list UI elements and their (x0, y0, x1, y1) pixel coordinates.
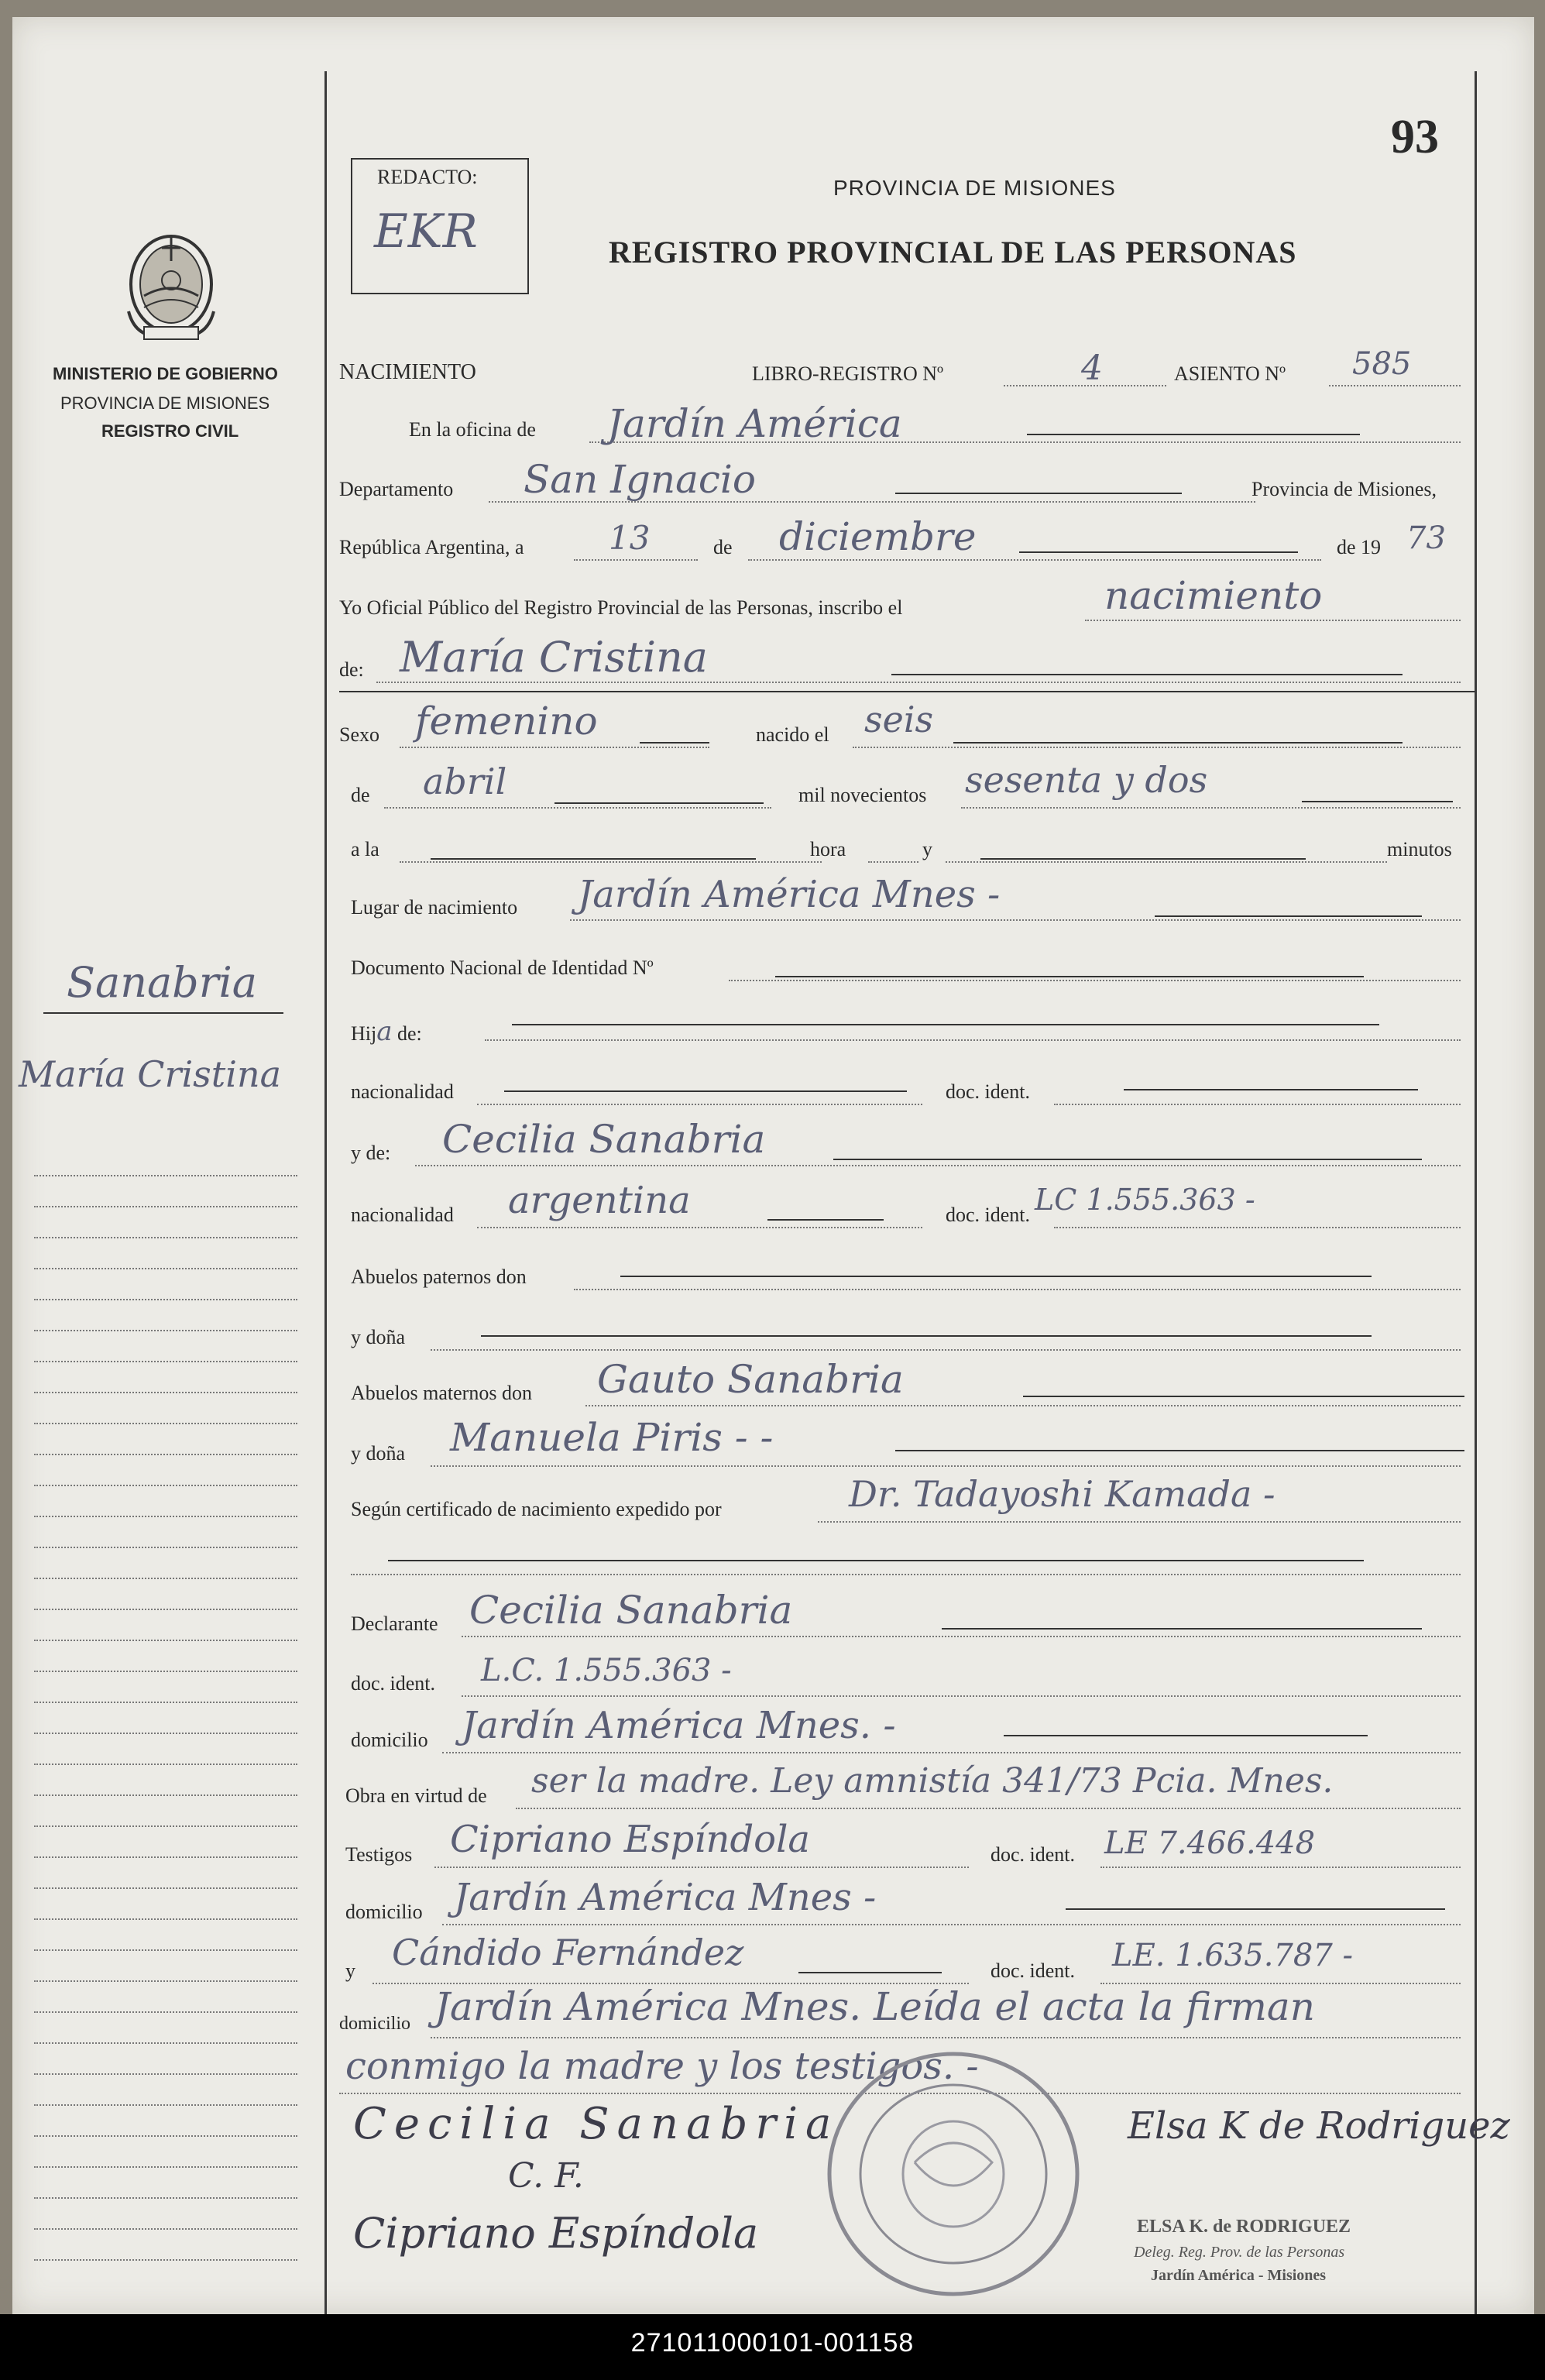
margin-dotted-line (34, 1671, 297, 1672)
nacido-dots (853, 747, 1461, 748)
hija-suffix: a (376, 1016, 393, 1047)
margin-dotted-line (34, 1423, 297, 1424)
lugar-line (1155, 915, 1422, 917)
redacto-label: REDACTO: (377, 166, 478, 188)
margin-dotted-line (34, 1485, 297, 1486)
margin-dotted-line (34, 2073, 297, 2075)
domicilio3-dots (431, 2037, 1461, 2038)
signature-testigo1-initials: C. F. (508, 2156, 584, 2196)
testigos-label: Testigos (345, 1843, 413, 1866)
margin-dotted-line (34, 1856, 297, 1858)
nombre-dots (376, 682, 1461, 683)
minutos-dots (946, 861, 1387, 863)
docident2-dots (1054, 1227, 1461, 1228)
testigo2-value: Cándido Fernández (392, 1932, 744, 1973)
abuelo-mat-value: Gauto Sanabria (597, 1357, 904, 1402)
registry-heading: REGISTRO PROVINCIAL DE LAS PERSONAS (609, 235, 1297, 270)
minutos-line (980, 858, 1306, 860)
oficina-label: En la oficina de (409, 418, 536, 441)
abuelos-mat-label: Abuelos maternos don (351, 1382, 532, 1404)
margin-dotted-line (34, 1299, 297, 1300)
dni-label: Documento Nacional de Identidad Nº (351, 956, 654, 979)
margin-dotted-line (34, 1578, 297, 1579)
right-rule (1475, 71, 1477, 2317)
margin-dotted-line (34, 1206, 297, 1207)
hija-label (351, 1016, 422, 1047)
fecha-mes: diciembre (779, 514, 977, 559)
domicilio1-value: Jardín América Mnes. - (462, 1704, 896, 1747)
certificado-value: Dr. Tadayoshi Kamada - (849, 1473, 1275, 1515)
lugar-value: Jardín América Mnes - (578, 873, 1001, 916)
redacto-box (351, 158, 529, 294)
margin-dotted-line (34, 2228, 297, 2230)
departamento-label: Departamento (339, 478, 454, 500)
margin-dotted-line (34, 1702, 297, 1703)
margin-dotted-line (34, 1547, 297, 1548)
margin-dotted-line (34, 1640, 297, 1641)
departamento-line (895, 493, 1182, 494)
domicilio3-label: domicilio (339, 2014, 410, 2034)
oficina-value: Jardín América (607, 401, 902, 446)
nac1-line (504, 1090, 907, 1092)
libro-value: 4 (1081, 349, 1103, 388)
dni-line (775, 976, 1364, 977)
misiones-coat-of-arms-icon (121, 218, 221, 354)
asiento-value: 585 (1352, 346, 1412, 382)
de2-label: de (351, 784, 370, 806)
declarante-line (942, 1628, 1422, 1630)
nombre-rule (339, 691, 1475, 692)
nac2-label: nacionalidad (351, 1204, 454, 1226)
domicilio3-value: Jardín América Mnes. Leída el acta la firman (434, 1984, 1315, 2029)
declarante-dots (462, 1636, 1461, 1637)
docident4-value: LE 7.466.448 (1104, 1825, 1316, 1861)
margin-dotted-line (34, 1330, 297, 1331)
certificado-dots2 (351, 1574, 1461, 1575)
sexo-value: femenino (415, 699, 598, 744)
margin-dotted-line (34, 1887, 297, 1889)
margin-rule (324, 71, 327, 2317)
nac2-line (767, 1219, 884, 1221)
mes-line (1019, 551, 1298, 553)
ydona2-dots (431, 1465, 1461, 1467)
ydona2-label: y doña (351, 1442, 406, 1465)
redacto-initials: EKR (374, 204, 478, 259)
margin-dotted-line (34, 1175, 297, 1176)
oficial-label: Yo Oficial Público del Registro Provincial de las Personas, inscribo el (339, 596, 903, 619)
margin-dotted-line (34, 2042, 297, 2044)
certificado-dots (818, 1521, 1461, 1523)
declarante-value: Cecilia Sanabria (469, 1588, 793, 1633)
ministry-line3: REGISTRO CIVIL (101, 421, 239, 441)
ala-dots (400, 861, 822, 863)
obra-value: ser la madre. Ley amnistía 341/73 Pcia. Mnes. (531, 1761, 1334, 1801)
domicilio2-value: Jardín América Mnes - (454, 1876, 877, 1919)
domicilio1-label: domicilio (351, 1729, 428, 1751)
docident3-value: L.C. 1.555.363 - (481, 1653, 732, 1688)
certificado-line2 (388, 1560, 1364, 1561)
sexo-line (640, 742, 709, 744)
docident4-dots (1100, 1867, 1461, 1868)
nacido-dia: seis (864, 699, 934, 740)
libro-label: LIBRO-REGISTRO Nº (752, 362, 944, 385)
hija-dots (485, 1039, 1461, 1041)
domicilio2-label: domicilio (345, 1901, 423, 1923)
departamento-value: San Ignacio (524, 457, 757, 502)
signature-officer: Elsa K de Rodriguez (1128, 2104, 1510, 2148)
ala-label: a la (351, 838, 379, 860)
margin-surname: Sanabria (67, 958, 258, 1007)
domicilio1-line (1004, 1735, 1368, 1736)
nacido-line (953, 742, 1403, 744)
docident2-label: doc. ident. (946, 1204, 1031, 1226)
margin-underline (43, 1012, 283, 1014)
margin-given-name: María Cristina (19, 1053, 282, 1095)
document-id: 271011000101-001158 (630, 2328, 915, 2358)
sexo-label: Sexo (339, 723, 379, 746)
ydona1-dots (431, 1349, 1461, 1351)
domicilio1-dots (442, 1752, 1461, 1753)
ydona1-line (481, 1335, 1372, 1337)
margin-dotted-line (34, 1949, 297, 1951)
y2-label: y (345, 1959, 355, 1982)
testigo1-value: Cipriano Espíndola (450, 1818, 811, 1861)
docident5-label: doc. ident. (991, 1959, 1076, 1982)
docident-label: doc. ident. (946, 1080, 1031, 1103)
margin-dotted-line (34, 2011, 297, 2013)
margin-dotted-line (34, 1794, 297, 1796)
madre-dots (415, 1165, 1461, 1166)
docident-dots (1054, 1104, 1461, 1105)
minutos-label: minutos (1387, 838, 1452, 860)
margin-dotted-line (34, 1764, 297, 1765)
fecha-dia: 13 (609, 519, 651, 557)
nac2-dots (477, 1227, 922, 1228)
province-heading: PROVINCIA DE MISIONES (833, 176, 1116, 200)
anio-dots (961, 807, 1461, 809)
hija-prefix: Hij (351, 1022, 377, 1045)
sexo-dots (400, 747, 709, 748)
oficial-dots (1085, 620, 1461, 621)
docident4-label: doc. ident. (991, 1843, 1076, 1866)
oficial-value: nacimiento (1104, 573, 1323, 618)
margin-dotted-line (34, 1918, 297, 1920)
nacido-label: nacido el (756, 723, 829, 746)
docident-line (1124, 1089, 1418, 1090)
abuelos-mat-dots (585, 1405, 1461, 1406)
margin-dotted-line (34, 1392, 297, 1393)
officer-place: Jardín América - Misiones (1151, 2267, 1327, 2284)
nacido-mes: abril (423, 761, 507, 802)
testigo2-line (798, 1972, 942, 1973)
margin-dotted-line (34, 2135, 297, 2137)
margin-dotted-line (34, 1825, 297, 1827)
nombre-label: de: (339, 658, 364, 681)
document-page (12, 17, 1534, 2314)
margin-dotted-line (34, 1268, 297, 1269)
certificado-label: Según certificado de nacimiento expedido por (351, 1498, 722, 1520)
margin-dotted-line (34, 2259, 297, 2261)
nac2-value: argentina (508, 1179, 691, 1222)
margin-dotted-line (34, 2104, 297, 2106)
abuela-mat-value: Manuela Piris - - (450, 1415, 774, 1460)
republica-label: República Argentina, a (339, 536, 524, 558)
mil-label: mil novecientos (798, 784, 927, 806)
lugar-label: Lugar de nacimiento (351, 896, 518, 919)
obra-dots (516, 1808, 1461, 1809)
officer-title: Deleg. Reg. Prov. de las Personas (1134, 2244, 1345, 2261)
fecha-de-label: de (713, 536, 733, 558)
docident3-label: doc. ident. (351, 1672, 436, 1695)
madre-line (833, 1159, 1422, 1160)
testigos-dots (434, 1867, 969, 1868)
oficina-line (1027, 434, 1360, 435)
ydona2-line (895, 1450, 1464, 1451)
signature-testigo1: Cipriano Espíndola (353, 2209, 759, 2258)
nacido-mes-line (554, 802, 764, 804)
nombre-line (891, 674, 1403, 675)
ministry-line2: PROVINCIA DE MISIONES (60, 393, 270, 413)
obra-label: Obra en virtud de (345, 1784, 487, 1807)
docident2-value: LC 1.555.363 - (1035, 1183, 1255, 1217)
signature-madre: Cecilia Sanabria (353, 2099, 839, 2149)
lugar-dots (570, 919, 1461, 921)
hija-line (512, 1024, 1379, 1025)
hija-de: de: (397, 1022, 422, 1045)
margin-dotted-line (34, 1733, 297, 1734)
abuelos-pat-dots (574, 1289, 1461, 1290)
abuelos-pat-label: Abuelos paternos don (351, 1266, 527, 1288)
margin-dotted-line (34, 1237, 297, 1238)
docident3-dots (462, 1695, 1461, 1697)
fecha-anio: 73 (1406, 520, 1446, 556)
margin-dotted-line (34, 1454, 297, 1455)
margin-dotted-line (34, 2197, 297, 2199)
dni-dots (729, 980, 1461, 981)
y-label: y (922, 838, 932, 860)
anio-line (1302, 801, 1453, 802)
officer-name: ELSA K. de RODRIGUEZ (1137, 2217, 1351, 2237)
declarante-label: Declarante (351, 1612, 438, 1635)
nacido-anio: sesenta y dos (965, 759, 1208, 801)
record-type: NACIMIENTO (339, 360, 476, 384)
footer-bar (0, 2314, 1545, 2380)
domicilio2-line (1066, 1908, 1445, 1910)
anio-prefix: de 19 (1337, 536, 1382, 558)
hora-label: hora (810, 838, 846, 860)
ydona1-label: y doña (351, 1326, 406, 1348)
margin-dotted-line (34, 1516, 297, 1517)
nac1-label: nacionalidad (351, 1080, 454, 1103)
yde-label: y de: (351, 1142, 391, 1164)
nac1-dots (477, 1104, 922, 1105)
margin-dotted-line (34, 1361, 297, 1362)
nombre-value: María Cristina (400, 633, 708, 682)
abuelos-mat-line (1023, 1396, 1464, 1397)
asiento-label: ASIENTO Nº (1174, 362, 1286, 385)
ministry-line1: MINISTERIO DE GOBIERNO (53, 364, 278, 383)
nacido-mes-dots (384, 807, 771, 809)
docident5-value: LE. 1.635.787 - (1112, 1938, 1353, 1973)
margin-dotted-line (34, 2166, 297, 2168)
margin-dotted-line (34, 1980, 297, 1982)
domicilio2-dots (442, 1924, 1461, 1925)
abuelos-pat-line (620, 1276, 1372, 1277)
dia-dots (574, 559, 698, 561)
asiento-dots (1329, 385, 1461, 386)
madre-value: Cecilia Sanabria (442, 1117, 766, 1162)
ala-line (431, 858, 756, 860)
hora-dots (868, 861, 918, 863)
mes-dots (748, 559, 1321, 561)
cierre-value: conmigo la madre y los testigos. - (345, 2045, 979, 2088)
page-number: 93 (1391, 111, 1439, 163)
margin-dotted-line (34, 1609, 297, 1610)
provincia-label: Provincia de Misiones, (1251, 478, 1437, 500)
official-round-seal-icon (822, 2046, 1085, 2306)
